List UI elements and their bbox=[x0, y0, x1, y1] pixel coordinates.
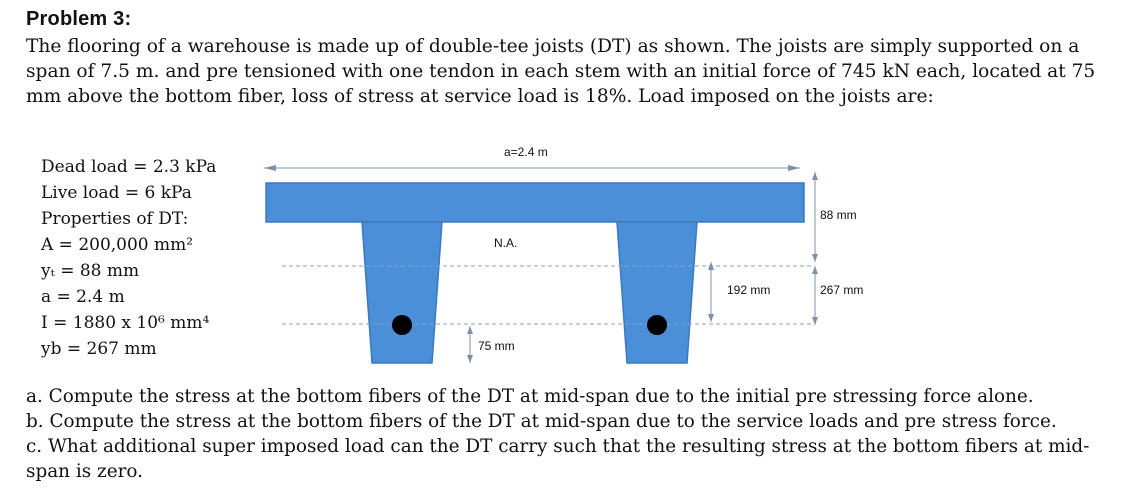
width-arrow-right-icon bbox=[788, 165, 800, 171]
tendon-arrow-down-icon bbox=[467, 355, 473, 363]
width-arrow-left-icon bbox=[264, 165, 276, 171]
question-a: a. Compute the stress at the bottom fibers of the DT at mid-span due to the initial pre stressing force alone. bbox=[26, 386, 1034, 407]
top-flange bbox=[266, 183, 804, 222]
area-value: A = 200,000 mm² bbox=[41, 235, 194, 255]
tendon-arrow-up-icon bbox=[467, 326, 473, 334]
inertia-value: I = 1880 x 10⁶ mm⁴ bbox=[41, 313, 210, 333]
bottom-arrow-up-icon bbox=[812, 266, 818, 274]
top-dimension-label: 88 mm bbox=[820, 208, 857, 222]
width-label: a=2.4 m bbox=[504, 145, 548, 159]
bottom-arrow-down-icon bbox=[812, 317, 818, 325]
yb-value: yb = 267 mm bbox=[41, 339, 157, 359]
properties-heading: Properties of DT: bbox=[41, 209, 189, 229]
a-value: a = 2.4 m bbox=[41, 287, 125, 307]
questions-list bbox=[26, 384, 1111, 484]
live-load: Live load = 6 kPa bbox=[41, 183, 192, 203]
stem-arrow-down-icon bbox=[708, 314, 714, 322]
dead-load: Dead load = 2.3 kPa bbox=[41, 157, 217, 177]
top-arrow-up-icon bbox=[812, 172, 818, 180]
stem-arrow-up-icon bbox=[708, 262, 714, 270]
neutral-axis-label: N.A. bbox=[494, 236, 518, 250]
left-stem bbox=[362, 222, 442, 363]
top-arrow-down-icon bbox=[812, 254, 818, 262]
bottom-dimension-label: 267 mm bbox=[820, 283, 864, 297]
problem-title: Problem 3: bbox=[26, 8, 132, 30]
left-tendon bbox=[392, 315, 412, 335]
yt-value: yₜ = 88 mm bbox=[41, 261, 140, 281]
question-c: c. What additional super imposed load can the DT carry such that the resulting stress at the bottom fibers at mid-span is zero. bbox=[26, 436, 1090, 482]
stem-dimension-label: 192 mm bbox=[727, 283, 771, 297]
right-stem bbox=[617, 222, 697, 363]
right-tendon bbox=[647, 315, 667, 335]
tendon-dimension-label: 75 mm bbox=[478, 339, 515, 353]
question-b: b. Compute the stress at the bottom fibers of the DT at mid-span due to the service loads and pre stress force. bbox=[26, 411, 1057, 432]
problem-statement: The flooring of a warehouse is made up of double-tee joists (DT) as shown. The joists are simply supported on a span of 7.5 m. and pre tensioned with one tendon in each stem with an initial force of 745 kN each, located at 75 mm above the bottom fiber, loss of stress at service load is 18%. Load imposed on the joists are: bbox=[26, 36, 1096, 107]
